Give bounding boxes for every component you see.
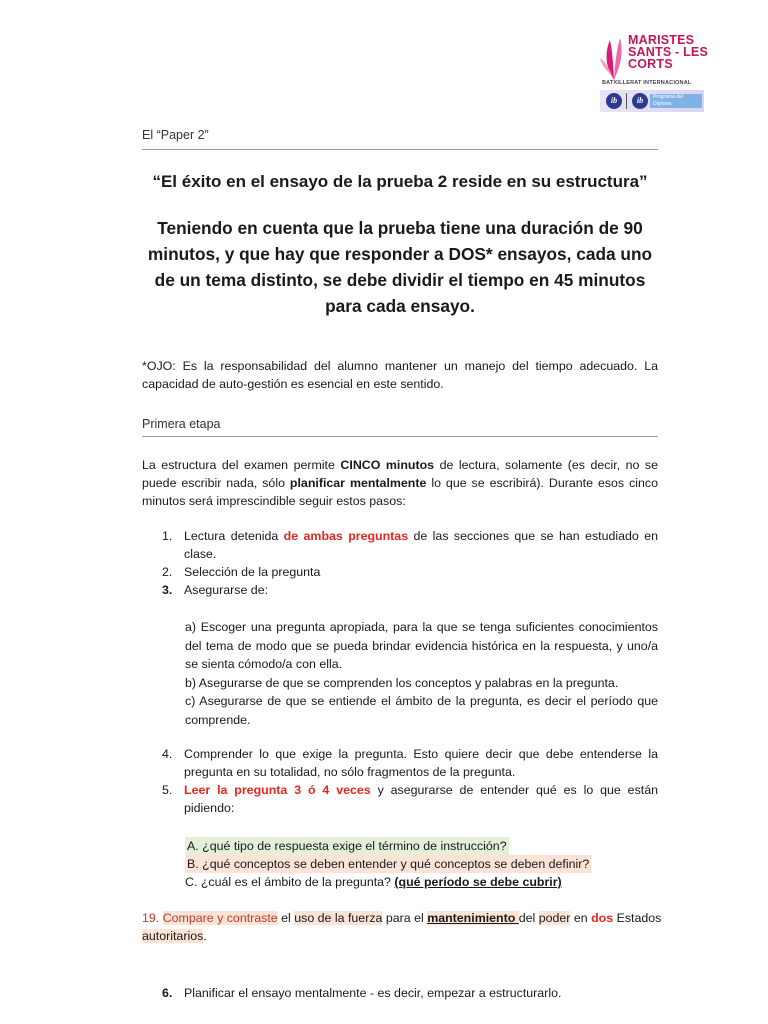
ib-logo-icon: ib: [606, 93, 622, 109]
logo-wordmark: MARISTES SANTS - LES CORTS: [628, 33, 708, 71]
school-logo: [598, 28, 708, 116]
list-item: 3. Asegurarse de:: [162, 583, 269, 597]
intro-heading: Teniendo en cuenta que la prueba tiene una duración de 90 minutos, y que hay que responder a DOS* ensayos, cada uno de un tema distinto, se debe dividir el tiempo en 45 minutos para cada ensayo.: [147, 218, 653, 316]
ib-diploma-icon: ib: [632, 93, 648, 109]
list-item: 1. Lectura detenida de ambas preguntas de las secciones que se han estudiado en clase.: [162, 529, 658, 561]
list-item: 2. Selección de la pregunta: [162, 565, 321, 579]
steps-list-2: [162, 745, 658, 817]
checklist-b: B. ¿qué conceptos se deben entender y qué conceptos se deben definir?: [187, 857, 590, 871]
header-rule: [142, 149, 658, 150]
sub-item-c: c) Asegurarse de que se entiende el ámbito de la pregunta, es decir el período que comprende.: [185, 694, 658, 727]
stage-rule: [142, 436, 658, 437]
steps-list-3: [162, 984, 658, 1002]
stage-title: Primera etapa: [142, 417, 221, 431]
logo-subtitle: BATXILLERAT INTERNACIONAL: [602, 80, 692, 86]
section-header: El “Paper 2”: [142, 128, 209, 142]
logo-divider: [626, 93, 627, 109]
sub-item-a: a) Escoger una pregunta apropiada, para la que se tenga suficientes conocimientos del tema de modo que se pueda brindar evidencia histórica en la respuesta, y uno/a se sienta cómodo/a con ella.: [185, 620, 658, 671]
checklist-a: A. ¿qué tipo de respuesta exige el término de instrucción?: [187, 839, 507, 853]
sub-item-b: b) Asegurarse de que se comprenden los conceptos y palabras en la pregunta.: [185, 675, 619, 690]
note-paragraph: *OJO: Es la responsabilidad del alumno mantener un manejo del tiempo adecuado. La capacidad de auto-gestión es esencial en este sentido.: [142, 359, 658, 391]
question-checklist: [185, 837, 658, 891]
flower-icon: [600, 32, 628, 82]
list-item: 5. Leer la pregunta 3 ó 4 veces y asegurarse de entender qué es lo que están pidiendo:: [162, 783, 658, 815]
list-item: 4. Comprender lo que exige la pregunta. Esto quiere decir que debe entenderse la pregunta en su totalidad, no sólo fragmentos de la pregunta.: [162, 747, 658, 779]
quote-title: “El éxito en el ensayo de la prueba 2 reside en su estructura”: [152, 172, 648, 191]
list-item: 6. Planificar el ensayo mentalmente - es decir, empezar a estructurarlo.: [162, 986, 562, 1000]
steps-list: [162, 527, 658, 599]
example-question: 19. Compare y contraste el uso de la fuerza para el mantenimiento del poder en dos Estados autoritarios.: [142, 911, 662, 943]
ib-program-label: Programa del Diploma: [650, 94, 702, 108]
stage-paragraph: La estructura del examen permite CINCO minutos de lectura, solamente (es decir, no se puede escribir nada, sólo planificar mentalmente lo que se escribirá). Durante esos cinco minutos será imprescindible seguir estos pasos:: [142, 458, 658, 508]
checklist-c: C. ¿cuál es el ámbito de la pregunta? (qué período se debe cubrir): [185, 875, 562, 889]
sub-steps: [185, 618, 658, 729]
